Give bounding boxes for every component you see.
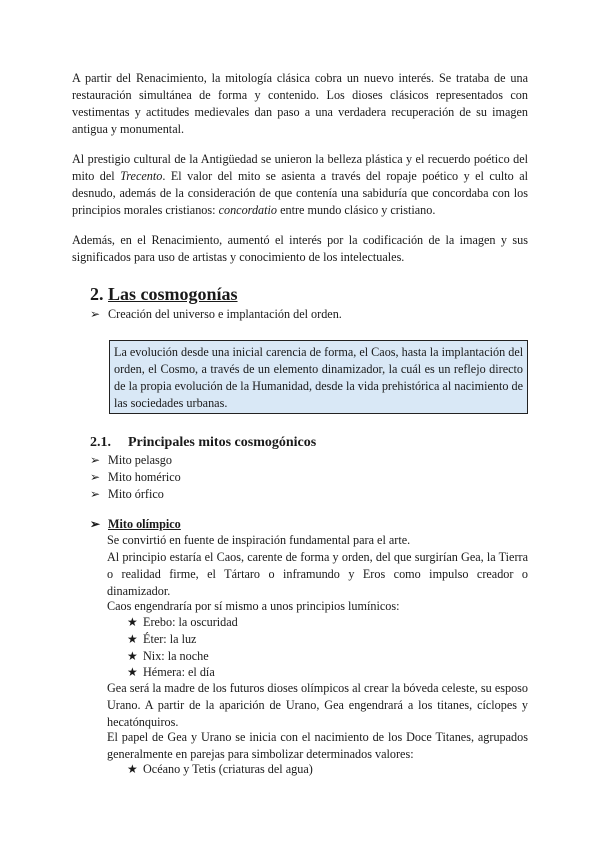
list-item-text: Océano y Tetis (criaturas del agua) — [143, 762, 313, 776]
list-item — [127, 614, 238, 631]
text-line: significados para uso de artistas y conocimiento de los intelectuales. — [72, 250, 405, 264]
list-item-text: Éter: la luz — [143, 632, 197, 646]
mito-olimpico-title: Mito olímpico — [108, 517, 181, 531]
text-line: Urano. A partir de la aparición de Urano, Gea engendrará a los titanes, cíclopes y — [107, 698, 528, 712]
text-line: El papel de Gea y Urano se inicia con el nacimiento de los Doce Titanes, agrupados — [107, 730, 528, 744]
arrow-bullet-icon: ➢ — [90, 453, 101, 467]
mito-olimpico-heading — [90, 517, 181, 532]
star-bullet-icon: ★ — [127, 665, 138, 679]
list-item-text: Mito pelasgo — [108, 453, 172, 467]
text-line: A partir del Renacimiento, la mitología clásica cobra un nuevo interés. Se trataba de una — [72, 71, 528, 85]
paragraph-ademas — [72, 232, 528, 266]
list-item — [127, 664, 215, 681]
text-line: La evolución desde una inicial carencia de forma, el Caos, hasta la implantación del — [114, 345, 523, 359]
paragraph-renacimiento — [72, 70, 528, 138]
list-item — [90, 306, 342, 323]
text-line: desnudo, además de la consideración de que contenía una sabiduría que concordaba con los — [72, 186, 528, 200]
list-item-text: Nix: la noche — [143, 649, 209, 663]
text-line: dinamizador. — [107, 584, 171, 598]
star-bullet-icon: ★ — [127, 632, 138, 646]
section-title: Las cosmogonías — [108, 284, 238, 304]
text-fragment: principios morales cristianos: — [72, 203, 219, 217]
subsection-number: 2.1. — [90, 435, 111, 450]
paragraph-prestigio — [72, 151, 528, 219]
text-line: Se convirtió en fuente de inspiración fundamental para el arte. — [107, 533, 411, 547]
highlight-box — [109, 340, 528, 414]
list-item — [127, 631, 196, 648]
text-line: vestimentas y actitudes medievales dan paso a una verdadera recuperación de su imagen — [72, 105, 528, 119]
list-item-text: Creación del universo e implantación del orden. — [108, 307, 342, 321]
text-line: Al prestigio cultural de la Antigüedad se unieron la belleza plástica y el recuerdo poético del — [72, 152, 528, 166]
mito-caos-paragraph — [107, 549, 528, 600]
mito-papel-paragraph — [107, 729, 528, 763]
text-line: Al principio estaría el Caos, carente de forma y orden, del que surgirían Gea, la Tierra — [107, 550, 528, 564]
text-fragment: mito del — [72, 169, 121, 183]
list-item-text: Mito órfico — [108, 487, 164, 501]
list-item — [127, 648, 209, 665]
list-item-text: Erebo: la oscuridad — [143, 615, 238, 629]
mito-gea-paragraph — [107, 680, 528, 731]
text-line: de la propia evolución de la Humanidad, desde la vida prehistórica al nacimiento de — [114, 379, 523, 393]
text-line: Además, en el Renacimiento, aumentó el interés por la codificación de la imagen y sus — [72, 233, 528, 247]
text-line: Gea será la madre de los futuros dioses olímpicos al crear la bóveda celeste, su esposo — [107, 681, 528, 695]
text-fragment: . El valor del mito se asienta a través del ropaje poético y el culto al — [162, 169, 528, 183]
text-line: o realidad firme, el Tártaro o inframundo y Eros como impulso creador o — [107, 567, 528, 581]
list-item — [90, 486, 164, 503]
mito-caos2 — [107, 598, 528, 615]
text-line: las sociedades urbanas. — [114, 396, 228, 410]
list-item — [90, 452, 172, 469]
arrow-bullet-icon: ➢ — [90, 307, 101, 321]
star-bullet-icon: ★ — [127, 762, 138, 776]
subsection-heading-mitos — [90, 435, 316, 451]
text-line — [72, 168, 528, 185]
italic-term: Trecento — [120, 169, 163, 183]
text-line: orden, el Cosmo, a través de un elemento dinamizador, la cuál es un reflejo directo — [114, 362, 523, 376]
star-bullet-icon: ★ — [127, 615, 138, 629]
section-heading-cosmogonias — [90, 284, 238, 305]
mito-intro — [107, 532, 528, 549]
text-line: restauración simultánea de forma y contenido. Los dioses clásicos representados con — [72, 88, 528, 102]
star-bullet-icon: ★ — [127, 649, 138, 663]
section-number: 2. — [90, 284, 104, 304]
arrow-bullet-icon: ➢ — [90, 517, 101, 531]
list-item-text: Hémera: el día — [143, 665, 215, 679]
list-item — [127, 761, 313, 778]
arrow-bullet-icon: ➢ — [90, 470, 101, 484]
arrow-bullet-icon: ➢ — [90, 487, 101, 501]
italic-term: concordatio — [218, 203, 278, 217]
subsection-title: Principales mitos cosmogónicos — [128, 435, 317, 450]
text-line: generalmente en parejas para simbolizar determinados valores: — [107, 747, 414, 761]
text-fragment: entre mundo clásico y cristiano. — [277, 203, 436, 217]
text-line: Caos engendraría por sí mismo a unos principios lumínicos: — [107, 599, 400, 613]
text-line — [72, 202, 528, 219]
text-line: hecatónquiros. — [107, 715, 179, 729]
list-item-text: Mito homérico — [108, 470, 181, 484]
text-line: antigua y monumental. — [72, 122, 185, 136]
list-item — [90, 469, 181, 486]
